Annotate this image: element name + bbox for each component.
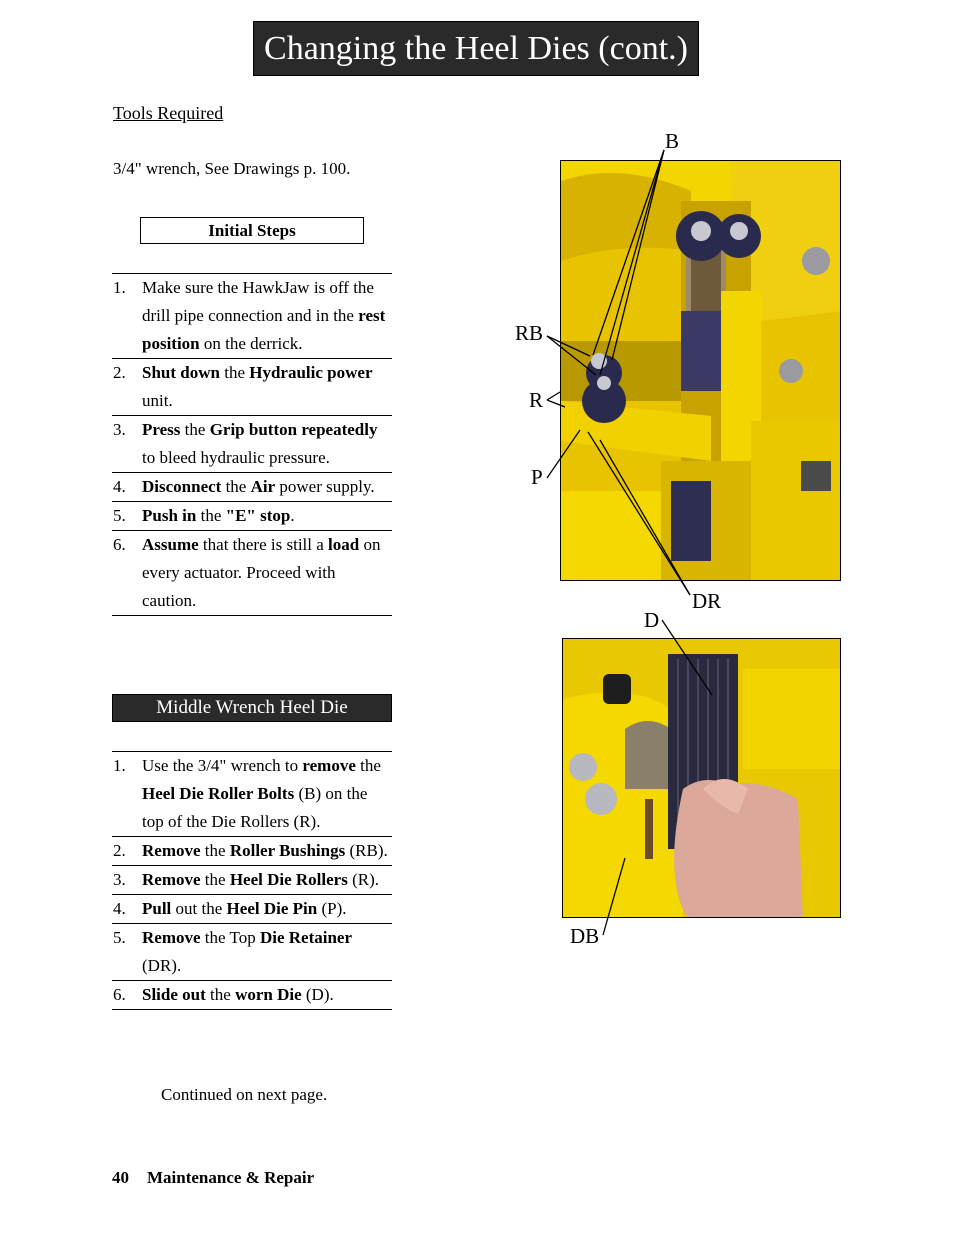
emphasis-text: Remove	[142, 928, 201, 947]
step-number: 6.	[113, 535, 126, 554]
page-title: Changing the Heel Dies (cont.)	[253, 21, 699, 76]
step-number: 5.	[113, 928, 126, 947]
step-number: 2.	[113, 841, 126, 860]
emphasis-text: Slide out	[142, 985, 206, 1004]
plain-text: that there is still a	[198, 535, 329, 554]
plain-text: the	[355, 756, 381, 775]
plain-text: Make sure the HawkJaw is off the drill pipe connection and in the	[142, 278, 374, 325]
step-number: 6.	[113, 985, 126, 1004]
emphasis-text: Hydraulic power	[249, 363, 373, 382]
footer-section: Maintenance & Repair	[147, 1168, 315, 1187]
plain-text: (RB).	[345, 841, 388, 860]
plain-text: Use the 3/4" wrench to	[142, 756, 303, 775]
step-number: 3.	[113, 420, 126, 439]
initial-steps-heading: Initial Steps	[140, 217, 364, 244]
emphasis-text: load	[328, 535, 360, 554]
plain-text: the Top	[200, 928, 260, 947]
emphasis-text: Air	[250, 477, 276, 496]
label-b: B	[665, 129, 680, 153]
plain-text: out the	[171, 899, 227, 918]
emphasis-text: Remove	[142, 870, 201, 889]
step-number: 4.	[113, 477, 126, 496]
step-number: 2.	[113, 363, 126, 382]
plain-text: the	[196, 506, 226, 525]
label-d: D	[644, 608, 660, 632]
emphasis-text: Disconnect	[142, 477, 222, 496]
plain-text: the	[221, 477, 251, 496]
emphasis-text: rest position	[142, 306, 386, 353]
plain-text: the	[180, 420, 210, 439]
plain-text: the	[205, 985, 236, 1004]
plain-text: (B) on the top of the Die Rollers (R).	[142, 784, 368, 831]
plain-text: (P).	[317, 899, 347, 918]
step-number: 5.	[113, 506, 126, 525]
label-r: R	[529, 388, 544, 412]
plain-text: on every actuator. Proceed with caution.	[142, 535, 381, 610]
plain-text: .	[290, 506, 295, 525]
emphasis-text: "E" stop	[225, 506, 291, 525]
continued-note: Continued on next page.	[161, 1085, 328, 1104]
step-number: 1.	[113, 756, 126, 775]
plain-text: the	[219, 363, 250, 382]
plain-text: on the derrick.	[199, 334, 303, 353]
plain-text: (D).	[301, 985, 334, 1004]
step-number: 4.	[113, 899, 126, 918]
emphasis-text: Grip button repeatedly	[209, 420, 378, 439]
page-number: 40	[112, 1168, 129, 1187]
plain-text: to bleed hydraulic pressure.	[142, 448, 330, 467]
emphasis-text: Heel Die Rollers	[229, 870, 348, 889]
plain-text: the	[200, 870, 230, 889]
emphasis-text: Die Retainer	[259, 928, 353, 947]
tools-required-text: 3/4" wrench, See Drawings p. 100.	[113, 159, 351, 178]
emphasis-text: Pull	[142, 899, 172, 918]
plain-text: (DR).	[142, 956, 182, 975]
step-number: 1.	[113, 278, 126, 297]
plain-text: power supply.	[275, 477, 375, 496]
emphasis-text: Heel Die Pin	[226, 899, 318, 918]
emphasis-text: Heel Die Roller Bolts	[142, 784, 295, 803]
emphasis-text: worn Die	[235, 985, 302, 1004]
label-rb: RB	[515, 321, 544, 345]
emphasis-text: Assume	[142, 535, 199, 554]
emphasis-text: remove	[302, 756, 356, 775]
emphasis-text: Press	[142, 420, 181, 439]
plain-text: (R).	[347, 870, 379, 889]
label-db: DB	[570, 924, 600, 948]
step-number: 3.	[113, 870, 126, 889]
plain-text: unit.	[142, 391, 173, 410]
middle-wrench-heading: Middle Wrench Heel Die	[112, 694, 392, 722]
emphasis-text: Remove	[142, 841, 201, 860]
tools-required-heading: Tools Required	[113, 103, 224, 123]
label-dr: DR	[692, 589, 722, 613]
plain-text: the	[200, 841, 230, 860]
emphasis-text: Push in	[142, 506, 197, 525]
emphasis-text: Roller Bushings	[229, 841, 346, 860]
emphasis-text: Shut down	[142, 363, 220, 382]
label-p: P	[531, 465, 543, 489]
